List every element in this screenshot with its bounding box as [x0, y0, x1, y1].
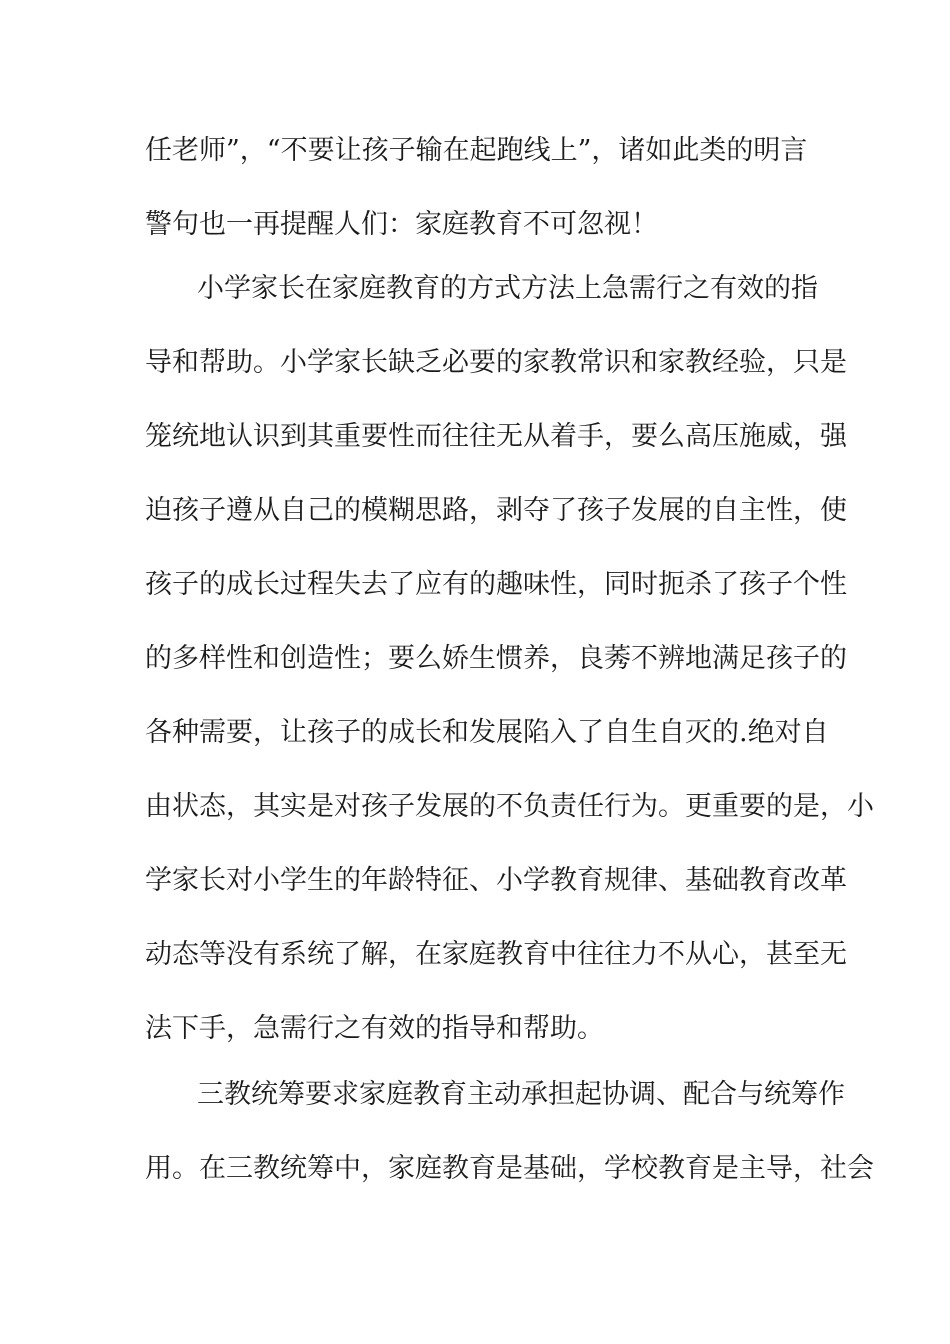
text-line: 任老师”，“不要让孩子输在起跑线上”，诸如此类的明言: [145, 135, 808, 166]
text-line: 笼统地认识到其重要性而往往无从着手，要么高压施威，强: [145, 421, 847, 452]
text-line: 各种需要，让孩子的成长和发展陷入了自生自灭的.绝对自: [145, 717, 829, 748]
text-line: 导和帮助。小学家长缺乏必要的家教常识和家教经验，只是: [145, 347, 847, 378]
text-line: 孩子的成长过程失去了应有的趣味性，同时扼杀了孩子个性: [145, 569, 847, 600]
text-line: 学家长对小学生的年龄特征、小学教育规律、基础教育改革: [145, 865, 847, 896]
paragraph-first-line: 三教统筹要求家庭教育主动承担起协调、配合与统筹作: [197, 1079, 845, 1110]
text-line: 的多样性和创造性；要么娇生惯养，良莠不辨地满足孩子的: [145, 643, 847, 674]
text-line: 动态等没有系统了解，在家庭教育中往往力不从心，甚至无: [145, 939, 847, 970]
paragraph-first-line: 小学家长在家庭教育的方式方法上急需行之有效的指: [197, 273, 818, 304]
text-line: 用。在三教统筹中，家庭教育是基础，学校教育是主导，社会: [145, 1153, 874, 1184]
text-line: 由状态，其实是对孩子发展的不负责任行为。更重要的是，小: [145, 791, 874, 822]
text-line: 法下手，急需行之有效的指导和帮助。: [145, 1013, 604, 1044]
text-line: 警句也一再提醒人们：家庭教育不可忽视！: [145, 209, 658, 240]
text-line: 迫孩子遵从自己的模糊思路，剥夺了孩子发展的自主性，使: [145, 495, 847, 526]
